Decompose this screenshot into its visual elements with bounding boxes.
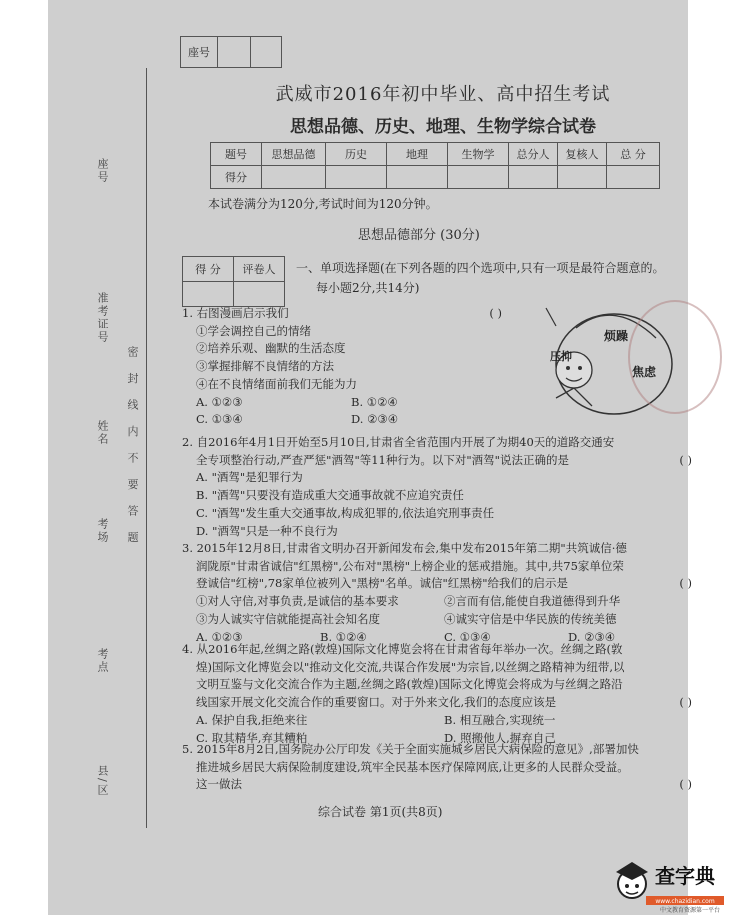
cartoon-label-anxious: 焦虑 [632, 365, 657, 379]
question-stem: 这一做法 [196, 777, 242, 792]
score-table [210, 142, 660, 189]
binding-exam-point: 考点 [96, 648, 109, 674]
list-item: ②培养乐观、幽默的生活态度 [196, 341, 346, 356]
option-c: C. 取其精华,弃其糟粕 [196, 730, 308, 745]
red-seal-stamp [628, 300, 722, 414]
question-5 [182, 741, 692, 794]
seat-number-box [180, 36, 282, 68]
score-header: 历史 [326, 143, 387, 166]
option-b: B. ①②④ [320, 629, 367, 644]
list-item: ③为人诚实守信就能提高社会知名度 [196, 611, 380, 626]
option-c: C. ①③④ [196, 412, 243, 427]
question-stem: 推进城乡居民大病保险制度建设,筑牢全民基本医疗保障网底,让更多的人民群众受益。 [196, 759, 629, 774]
grader-table [182, 256, 285, 307]
score-cell [607, 166, 660, 189]
option-a: A. "酒驾"是犯罪行为 [196, 470, 303, 485]
question-stem: 5. 2015年8月2日,国务院办公厅印发《关于全面实施城乡居民大病保险的意见》,部署加快 [182, 742, 639, 756]
score-header-row [211, 143, 660, 166]
exam-subtitle: 思想品德、历史、地理、生物学综合试卷 [290, 117, 596, 137]
option-a: A. ①②③ [196, 394, 243, 409]
option-b: B. ①②④ [351, 394, 398, 409]
list-item: ④诚实守信是中华民族的传统美德 [444, 611, 617, 626]
question-3 [182, 540, 692, 646]
question-stem: 3. 2015年12月8日,甘肃省文明办召开新闻发布会,集中发布2015年第二期"共筑诚信·德 [182, 541, 627, 555]
score-cell [326, 166, 387, 189]
option-b: B. 相互融合,实现统一 [444, 712, 556, 727]
question-stem: 煌)国际文化博览会以"推动文化交流,共谋合作发展"为宗旨,以丝绸之路精神为纽带,以 [196, 659, 625, 674]
grader-header-score: 得 分 [183, 257, 234, 282]
seat-cell [218, 37, 251, 67]
score-cell [387, 166, 448, 189]
score-header: 生物学 [448, 143, 509, 166]
question-stem: 润陇原"甘肃省诚信"红黑榜",公布对"黑榜"上榜企业的惩戒措施。其中,共75家单位荣 [196, 558, 624, 573]
binding-line [146, 68, 147, 828]
seat-label: 座号 [181, 37, 218, 67]
score-row [211, 166, 660, 189]
instruction-line: 一、单项选择题(在下列各题的四个选项中,只有一项是最符合题意的。 [296, 261, 665, 275]
logo-text: 查字典 [655, 864, 715, 888]
score-header: 地理 [387, 143, 448, 166]
list-item: ④在不良情绪面前我们无能为力 [196, 376, 357, 391]
option-d: D. ②③④ [351, 412, 399, 427]
score-cell [262, 166, 326, 189]
question-stem: 线国家开展文化交流合作的重要窗口。对于外来文化,我们的态度应该是 [196, 695, 557, 710]
answer-paren: ( ) [679, 576, 692, 591]
instruction-line: 每小题2分,共14分) [316, 281, 420, 295]
exam-title: 武威市2016年初中毕业、高中招生考试 [275, 84, 611, 105]
logo-url: www.chazidian.com [655, 898, 715, 905]
option-a: A. 保护自我,拒绝来往 [196, 712, 308, 727]
cartoon-label-depressed: 压抑 [550, 350, 572, 363]
cartoon-label-irritable: 烦躁 [604, 329, 629, 343]
answer-paren: ( ) [679, 777, 692, 792]
score-cell [509, 166, 558, 189]
option-d: D. "酒驾"只是一种不良行为 [196, 523, 338, 538]
question-stem: 文明互鉴与文化交流合作为主题,丝绸之路(敦煌)国际文化博览会将成为与丝绸之路沿 [196, 677, 623, 692]
score-header: 题号 [211, 143, 262, 166]
list-item: ②言而有信,能使自我道德得到升华 [444, 594, 621, 609]
score-cell [558, 166, 607, 189]
answer-paren: ( ) [679, 695, 692, 710]
question-2 [182, 434, 692, 540]
option-d: D. 照搬他人,摒弃自己 [444, 730, 556, 745]
binding-name: 姓名 [96, 420, 109, 446]
binding-county: 县/区 [96, 765, 109, 797]
binding-exam-no: 座号 [96, 158, 109, 184]
score-row-label: 得分 [211, 166, 262, 189]
exam-note: 本试卷满分为120分,考试时间为120分钟。 [208, 197, 438, 211]
question-4 [182, 641, 692, 747]
binding-warning: 密 封 线 内 不 要 答 题 [126, 346, 139, 549]
option-a: A. ①②③ [196, 629, 243, 644]
option-d: D. ②③④ [568, 629, 616, 644]
score-header: 复核人 [558, 143, 607, 166]
question-stem: 1. 右图漫画启示我们 [182, 306, 289, 320]
list-item: ①对人守信,对事负责,是诚信的基本要求 [196, 594, 399, 609]
binding-admission-no: 准考证号 [96, 292, 109, 344]
score-header: 思想品德 [262, 143, 326, 166]
instructions [296, 258, 688, 298]
grader-cell [183, 282, 234, 307]
score-cell [448, 166, 509, 189]
score-header: 总 分 [607, 143, 660, 166]
question-stem: 全专项整治行动,严查严惩"酒驾"等11种行为。以下对"酒驾"说法正确的是 [196, 452, 569, 467]
section-title: 思想品德部分 (30分) [358, 228, 480, 243]
answer-paren: ( ) [679, 452, 692, 467]
option-c: C. "酒驾"发生重大交通事故,构成犯罪的,依法追究刑事责任 [196, 505, 495, 520]
logo-subtitle: 中文教育资源第一平台 [660, 907, 721, 914]
page-footer: 综合试卷 第1页(共8页) [318, 805, 443, 819]
option-c: C. ①③④ [444, 629, 491, 644]
score-header: 总分人 [509, 143, 558, 166]
binding-exam-site: 考场 [96, 518, 109, 544]
question-stem: 4. 从2016年起,丝绸之路(敦煌)国际文化博览会将在甘肃省每年举办一次。丝绸之路(敦 [182, 642, 623, 656]
question-1 [182, 305, 512, 429]
option-b: B. "酒驾"只要没有造成重大交通事故就不应追究责任 [196, 488, 464, 503]
list-item: ③掌握排解不良情绪的方法 [196, 359, 334, 374]
grader-header-reviewer: 评卷人 [234, 257, 285, 282]
seat-cell [251, 37, 281, 67]
question-stem: 2. 自2016年4月1日开始至5月10日,甘肃省全省范围内开展了为期40天的道路交通安 [182, 435, 615, 449]
question-stem: 登诚信"红榜",78家单位被列入"黑榜"名单。诚信"红黑榜"给我们的启示是 [196, 576, 569, 591]
grader-cell [234, 282, 285, 307]
list-item: ①学会调控自己的情绪 [196, 323, 311, 338]
answer-paren: ( ) [489, 306, 502, 320]
